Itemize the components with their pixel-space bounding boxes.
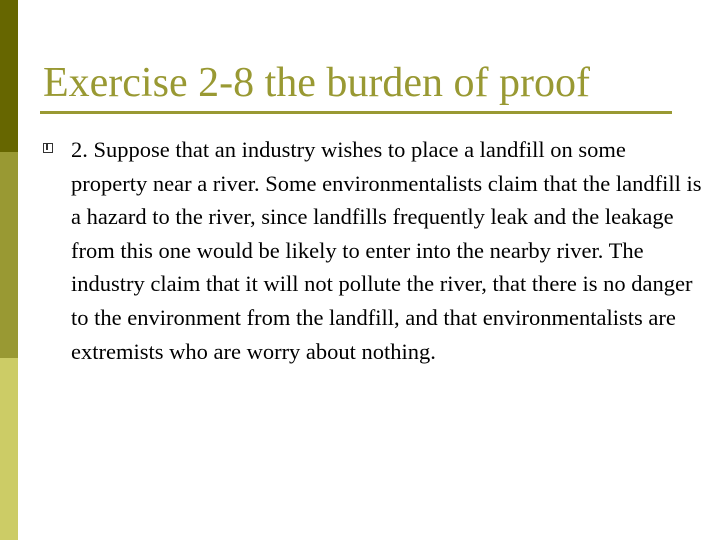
bullet-text: 2. Suppose that an industry wishes to place a landfill on some property near a river. Some environmentalists claim that the landfill is a hazard to the river, since landfills frequently leak and the leakage from this one would be likely to enter into the nearby river. The industry claim that it will not pollute the river, that there is no danger to the environment from the landfill, and that environmentalists are extremists who are worry about nothing. [71, 137, 702, 364]
side-bar-middle [0, 152, 18, 358]
bullet-item [43, 133, 703, 368]
slide-title: Exercise 2-8 the burden of proof [43, 60, 590, 106]
side-bar-bottom [0, 358, 18, 540]
title-underline [40, 111, 672, 114]
square-bullet-icon [43, 143, 53, 153]
side-bar-top [0, 0, 18, 152]
